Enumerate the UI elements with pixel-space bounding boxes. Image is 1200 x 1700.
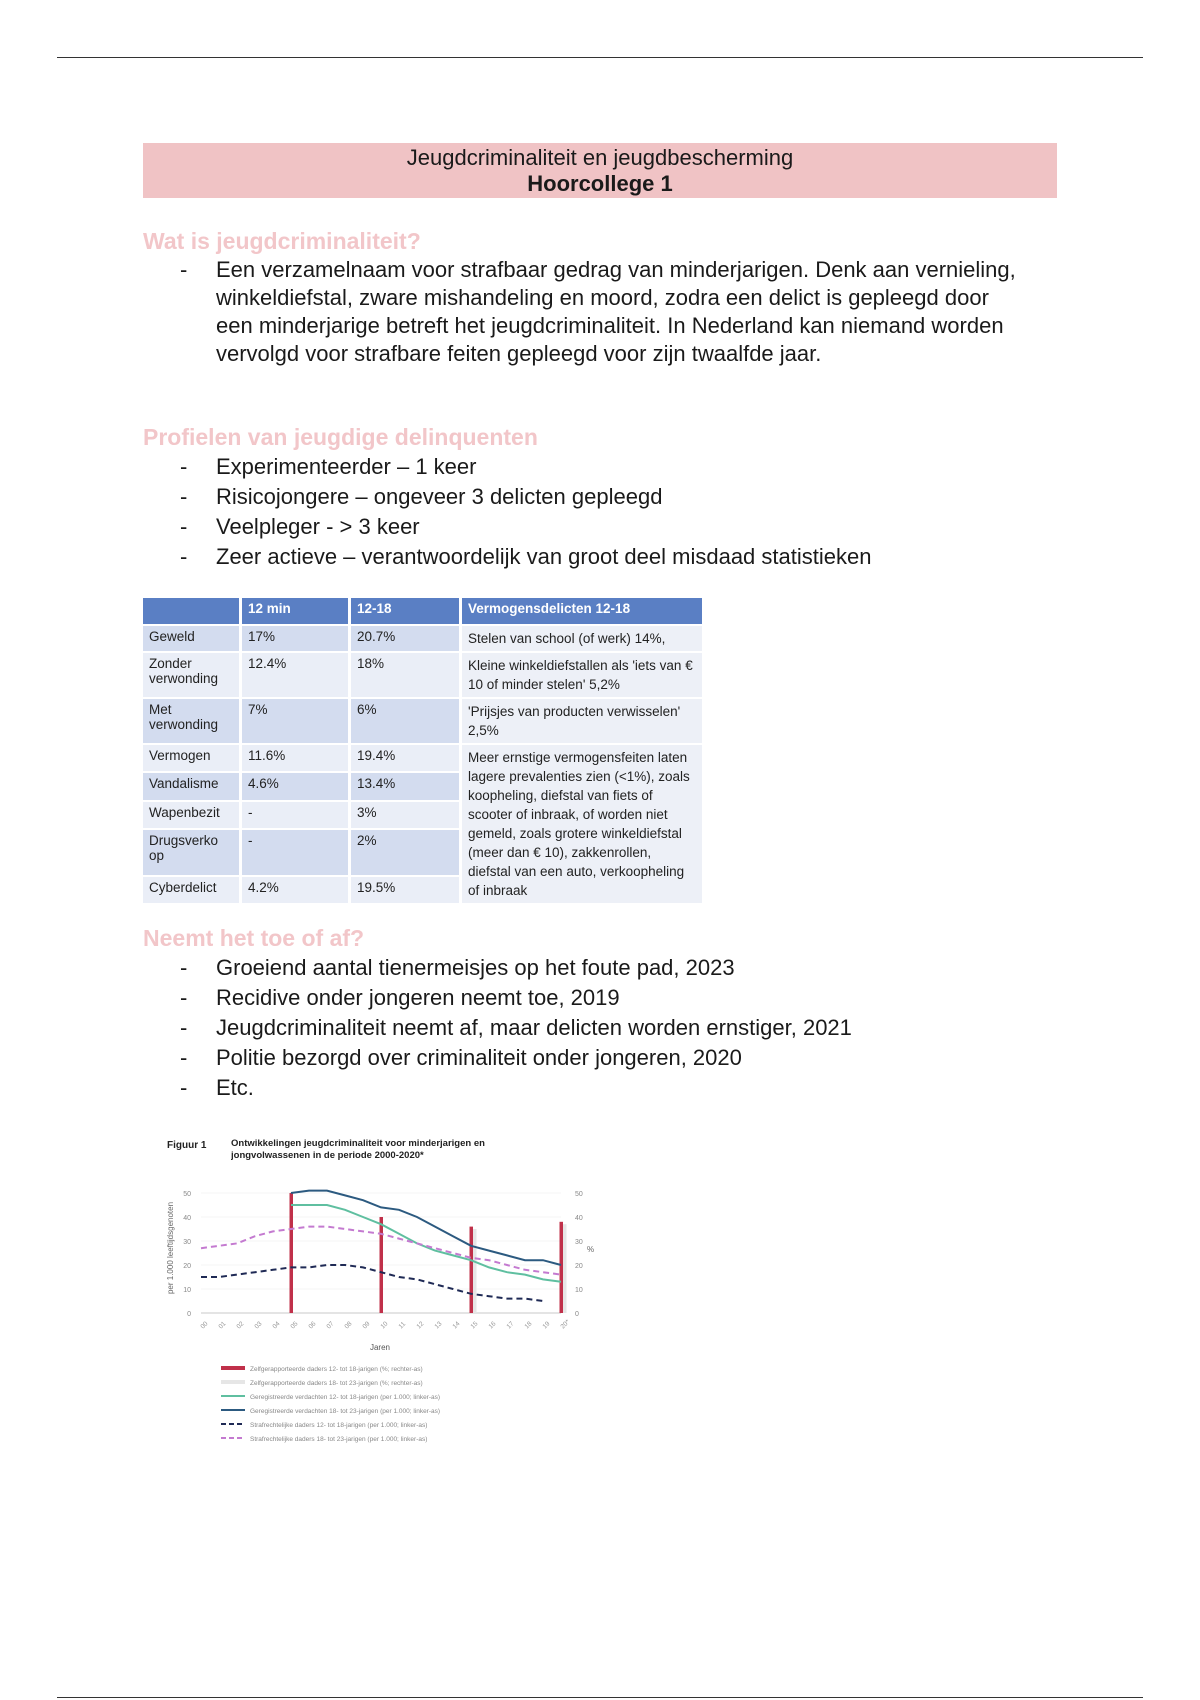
y-tick-label: 40: [183, 1215, 191, 1222]
table-cell: 6%: [350, 698, 461, 744]
y-tick-label-right: 20: [575, 1263, 583, 1270]
table-cell: 4.2%: [241, 876, 350, 904]
x-tick-label: 06: [307, 1320, 318, 1331]
table-cell: Geweld: [143, 625, 241, 652]
table-note: Meer ernstige vermogensfeiten laten lagere prevalenties zien (<1%), zoals koopheling, diefstal van fiets of scooter of inbraak, of worden niet gemeld, zoals grotere winkeldiefstal (meer dan € 10), zakkenrollen, diefstal van een auto, verkoopheling of inbraak: [461, 744, 704, 904]
list-item: - Jeugdcriminaliteit neemt af, maar delicten worden ernstiger, 2021: [180, 1013, 1040, 1043]
chart-svg: [143, 1128, 623, 1468]
y-tick-label: 0: [187, 1311, 191, 1318]
x-tick-label: 11: [397, 1320, 408, 1331]
table-cell: 7%: [241, 698, 350, 744]
table-cell: 2%: [350, 829, 461, 876]
top-rule: [57, 57, 1143, 58]
legend-label: Strafrechtelijke daders 18- tot 23-jarigen (per 1.000; linker-as): [250, 1436, 428, 1443]
table-cell: 19.5%: [350, 876, 461, 904]
y-tick-label-right: 40: [575, 1215, 583, 1222]
table-cell: 17%: [241, 625, 350, 652]
table-cell: 3%: [350, 801, 461, 829]
x-tick-label: 05: [289, 1320, 300, 1331]
y-tick-label-right: 0: [575, 1311, 579, 1318]
list-item: - Groeiend aantal tienermeisjes op het foute pad, 2023: [180, 953, 1040, 983]
table-cell: 11.6%: [241, 744, 350, 772]
table-row: [143, 744, 704, 772]
table-header: 12-18: [350, 598, 461, 625]
table-cell: 18%: [350, 652, 461, 698]
chart-title-box: [231, 1138, 561, 1168]
y-tick-label-right: 10: [575, 1287, 583, 1294]
table-cell: 19.4%: [350, 744, 461, 772]
document-title: Jeugdcriminaliteit en jeugdbescherming: [406, 145, 794, 170]
section-profiles-list: [180, 452, 1040, 572]
x-tick-label: 10: [379, 1320, 390, 1331]
list-item: - Politie bezorgd over criminaliteit onder jongeren, 2020: [180, 1043, 1040, 1073]
x-tick-label: 01: [217, 1320, 228, 1331]
section-heading-what: Wat is jeugdcriminaliteit?: [143, 228, 421, 254]
section-heading-trend: Neemt het toe of af?: [143, 925, 365, 951]
legend-label: Strafrechtelijke daders 12- tot 18-jarigen (per 1.000; linker-as): [250, 1422, 428, 1429]
list-item: - Veelpleger - > 3 keer: [180, 512, 1040, 542]
y-axis-right-label: %: [587, 1245, 595, 1254]
table-row: [143, 698, 704, 744]
list-item: - Een verzamelnaam voor strafbaar gedrag van minderjarigen. Denk aan vernieling, winkeldiefstal, zware mishandeling en moord, zodra een delict is gepleegd door een minderjarige betreft het jeugdcriminaliteit. In Nederland kan niemand worden vervolgd voor strafbare feiten gepleegd voor zijn twaalfde jaar.: [180, 256, 1030, 368]
section-heading-profiles: Profielen van jeugdige delinquenten: [143, 424, 538, 450]
list-item: - Recidive onder jongeren neemt toe, 2019: [180, 983, 1040, 1013]
y-tick-label: 50: [183, 1191, 191, 1198]
section-what-list: [180, 256, 1030, 368]
table-header: 12 min: [241, 598, 350, 625]
x-tick-label: 18: [523, 1320, 534, 1331]
section-trend-list: [180, 953, 1040, 1103]
x-tick-label: 08: [343, 1320, 354, 1331]
legend-label: Geregistreerde verdachten 18- tot 23-jarigen (per 1.000; linker-as): [250, 1408, 441, 1415]
x-tick-label: 03: [253, 1320, 264, 1331]
table-cell: Wapenbezit: [143, 801, 241, 829]
table-cell: Met verwonding: [143, 698, 241, 744]
series-line: [291, 1205, 561, 1282]
x-tick-label: 14: [451, 1320, 462, 1331]
x-tick-label: 09: [361, 1320, 372, 1331]
y-tick-label: 20: [183, 1263, 191, 1270]
table-header: [143, 598, 241, 625]
list-item: - Etc.: [180, 1073, 1040, 1103]
x-tick-label: 04: [271, 1320, 282, 1331]
chart-title: Ontwikkelingen jeugdcriminaliteit voor minderjarigen en jongvolwassenen in de periode 2000-2020*: [231, 1138, 485, 1161]
document-subtitle: Hoorcollege 1: [527, 171, 673, 196]
bar: [470, 1227, 474, 1313]
table-note: 'Prijsjes van producten verwisselen' 2,5%: [461, 698, 704, 744]
series-line: [201, 1265, 543, 1301]
bar: [473, 1229, 477, 1313]
y-tick-label-right: 50: [575, 1191, 583, 1198]
table-cell: Cyberdelict: [143, 876, 241, 904]
title-banner: [143, 143, 1057, 198]
x-tick-label: 00: [199, 1320, 210, 1331]
table-cell: 12.4%: [241, 652, 350, 698]
y-tick-label: 10: [183, 1287, 191, 1294]
table-cell: Drugsverko op: [143, 829, 241, 876]
figure-label: Figuur 1: [167, 1140, 207, 1151]
x-tick-label: 15: [469, 1320, 480, 1331]
x-tick-label: 16: [487, 1320, 498, 1331]
table-note: Kleine winkeldiefstallen als 'iets van € 10 of minder stelen' 5,2%: [461, 652, 704, 698]
x-tick-label: 19: [541, 1320, 552, 1331]
x-axis-label: Jaren: [369, 1343, 391, 1352]
bar: [380, 1217, 384, 1313]
figure-1-chart: [143, 1128, 623, 1468]
x-tick-label: 02: [235, 1320, 246, 1331]
x-tick-label: 12: [415, 1320, 426, 1331]
y-axis-label: per 1.000 leeftijdsgenoten: [166, 1201, 175, 1295]
table-cell: 20.7%: [350, 625, 461, 652]
chart-plot: [183, 1191, 583, 1331]
legend-label: Zelfgerapporteerde daders 12- tot 18-jarigen (%; rechter-as): [250, 1366, 423, 1373]
list-item: - Experimenteerder – 1 keer: [180, 452, 1040, 482]
x-tick-label: 07: [325, 1320, 336, 1331]
table-header: Vermogensdelicten 12-18: [461, 598, 704, 625]
table-cell: Vandalisme: [143, 772, 241, 800]
list-item: - Zeer actieve – verantwoordelijk van groot deel misdaad statistieken: [180, 542, 1040, 572]
table-cell: -: [241, 801, 350, 829]
prevalence-table: [143, 598, 705, 905]
table-cell: 13.4%: [350, 772, 461, 800]
x-tick-label: 13: [433, 1320, 444, 1331]
x-tick-label: 20*: [559, 1318, 572, 1331]
table-note: Stelen van school (of werk) 14%,: [461, 625, 704, 652]
table-row: [143, 652, 704, 698]
legend-label: Geregistreerde verdachten 12- tot 18-jarigen (per 1.000; linker-as): [250, 1394, 441, 1401]
table-cell: Zonder verwonding: [143, 652, 241, 698]
y-tick-label-right: 30: [575, 1239, 583, 1246]
table-cell: -: [241, 829, 350, 876]
legend-label: Zelfgerapporteerde daders 18- tot 23-jarigen (%; rechter-as): [250, 1380, 423, 1387]
table-row: [143, 625, 704, 652]
bar: [290, 1193, 294, 1313]
bar: [563, 1224, 567, 1313]
table-cell: Vermogen: [143, 744, 241, 772]
list-item: - Risicojongere – ongeveer 3 delicten gepleegd: [180, 482, 1040, 512]
y-tick-label: 30: [183, 1239, 191, 1246]
bottom-rule: [57, 1697, 1143, 1698]
bar: [560, 1222, 564, 1313]
table-cell: 4.6%: [241, 772, 350, 800]
chart-legend: [221, 1366, 440, 1443]
x-tick-label: 17: [505, 1320, 516, 1331]
